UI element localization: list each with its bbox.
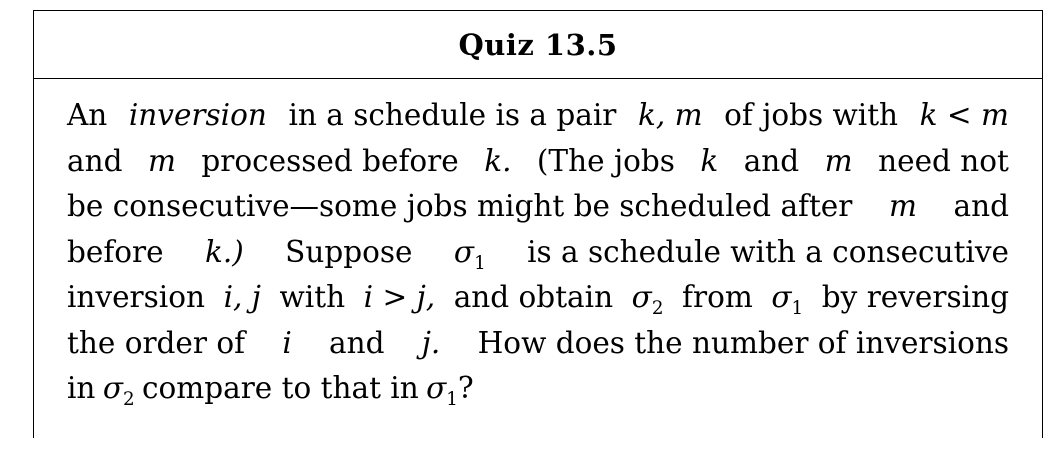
math-expression: i — [282, 325, 292, 360]
text-fragment: and obtain — [453, 280, 614, 314]
text-fragment: and — [67, 143, 123, 178]
text-fragment: before — [67, 234, 164, 269]
text-fragment: from — [682, 280, 753, 314]
text-fragment: inversion — [67, 280, 205, 314]
math-expression: j. — [421, 325, 441, 360]
quiz-box — [33, 10, 1043, 438]
math-expression: k. — [484, 143, 512, 178]
quiz-title: Quiz 13.5 — [458, 27, 618, 62]
text-fragment: in a schedule is a pair — [288, 98, 617, 132]
text-fragment: and — [329, 325, 385, 360]
question-line-6 — [67, 321, 1009, 367]
text-fragment: be consecutive—some jobs might be scheduled after — [67, 189, 853, 223]
text-fragment: need not — [878, 143, 1009, 178]
text-fragment: the order of — [67, 325, 246, 360]
question-line-5 — [67, 275, 1009, 321]
text-fragment: and — [953, 189, 1009, 223]
text-fragment: (The jobs — [536, 143, 675, 178]
math-expression: k < m — [919, 98, 1009, 132]
math-expression: $\sigma_1$ — [453, 234, 486, 274]
math-expression: $\sigma_2$ — [631, 280, 664, 319]
question-line-3 — [67, 184, 1009, 230]
question-line-4 — [67, 230, 1009, 276]
math-expression: m — [147, 143, 176, 178]
text-fragment: in — [67, 371, 96, 405]
question-line-1 — [67, 93, 1009, 139]
math-expression: $\sigma_1$? — [426, 371, 474, 410]
question-line-2 — [67, 139, 1009, 185]
text-fragment: Suppose — [285, 234, 413, 269]
text-fragment: compare to that in — [141, 371, 419, 405]
text-fragment: processed before — [201, 143, 459, 178]
text-fragment: with — [279, 280, 346, 314]
math-expression: k.) — [205, 234, 244, 269]
emphasized-term: inversion — [128, 98, 267, 132]
quiz-question — [34, 79, 1042, 412]
question-line-7 — [67, 366, 1009, 412]
math-expression: k — [700, 143, 719, 178]
text-fragment: of jobs with — [724, 98, 899, 132]
text-fragment: and — [743, 143, 800, 178]
text-fragment: How does the number of inversions — [477, 325, 1009, 360]
quiz-header — [34, 11, 1042, 79]
math-expression: i, j — [223, 280, 261, 314]
math-expression: $\sigma_1$ — [771, 280, 804, 319]
text-fragment: by reversing — [821, 280, 1009, 314]
math-expression: m — [824, 143, 853, 178]
math-expression: k, m — [637, 98, 703, 132]
math-expression: m — [888, 189, 917, 223]
text-fragment: An — [67, 98, 108, 132]
math-expression: $\sigma_2$ — [102, 371, 135, 410]
text-fragment: is a schedule with a consecutive — [527, 234, 1009, 269]
math-expression: i > j, — [363, 280, 436, 314]
